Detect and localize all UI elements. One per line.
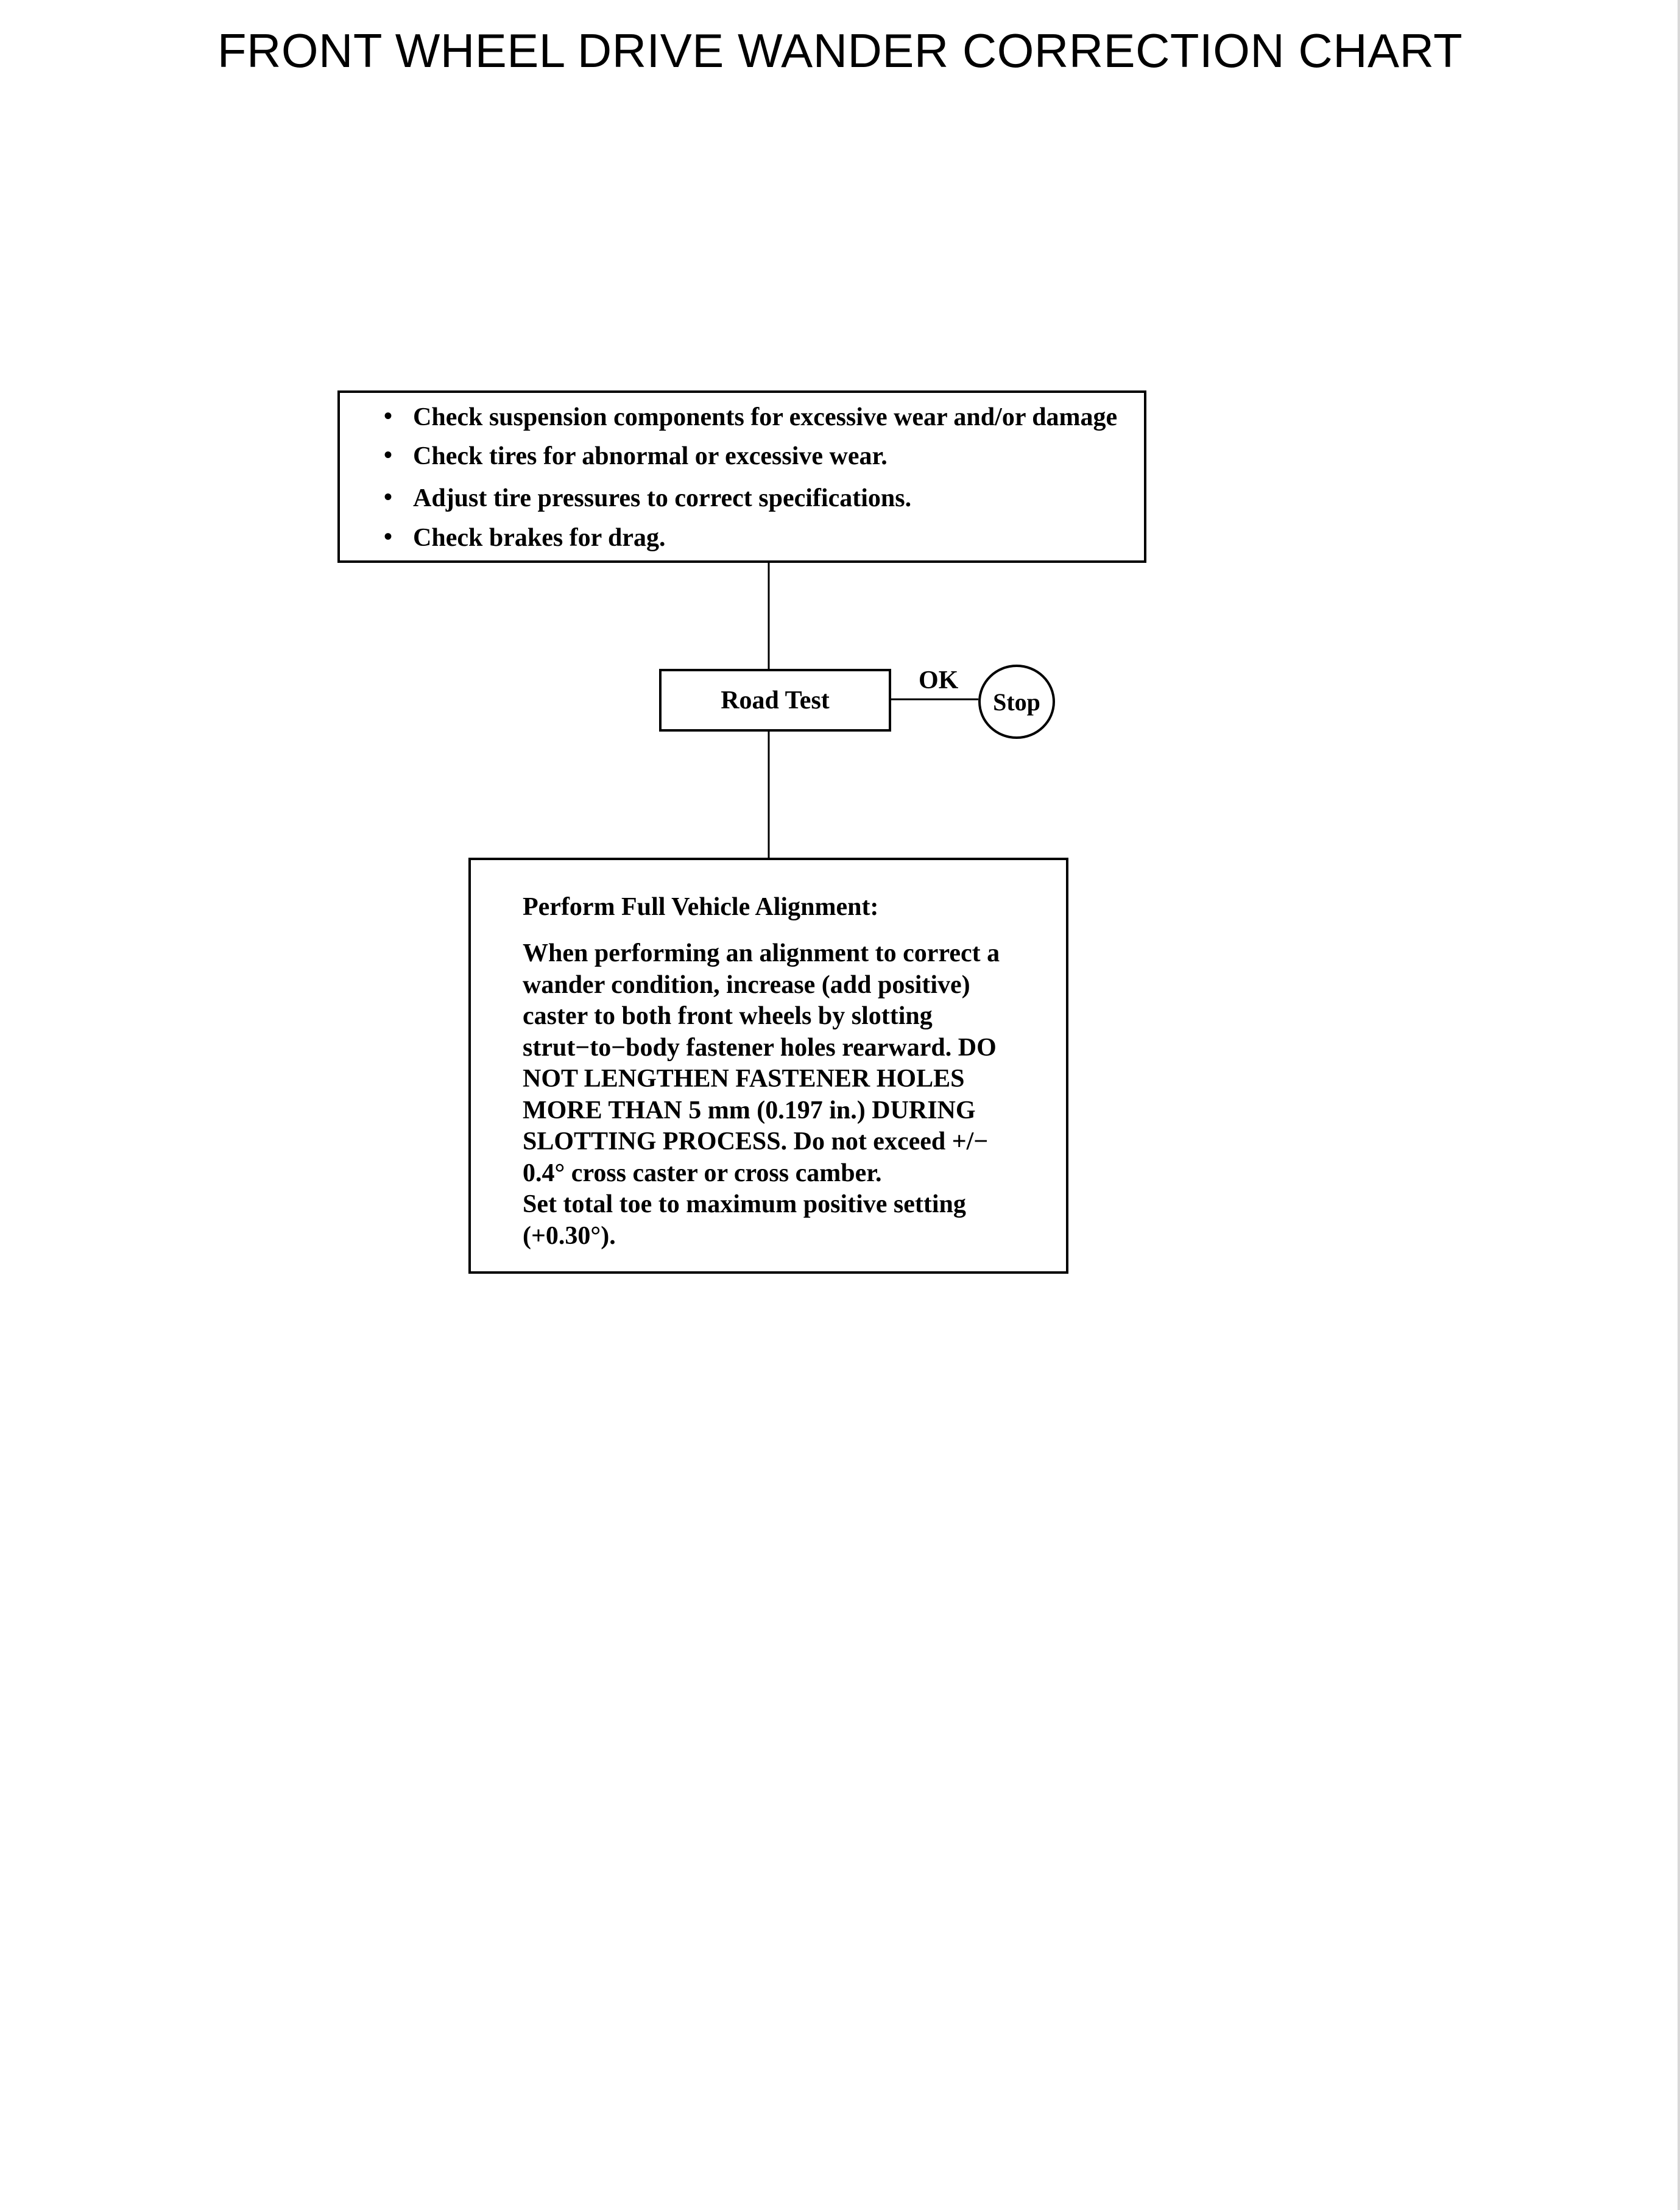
instruction-line: MORE THAN 5 mm (0.197 in.) DURING [523,1096,976,1124]
inspection-checks-box [337,390,1146,563]
bullet-glyph: • [384,483,393,510]
instruction-line: wander condition, increase (add positive) [523,970,970,999]
road-test-box [659,669,891,732]
alignment-procedure-box [468,858,1068,1274]
check-item [384,483,912,514]
alignment-instructions [523,938,1059,1252]
check-item [384,402,1118,432]
stop-label: Stop [993,688,1040,716]
instruction-line: strut−to−body fastener holes rearward. DO [523,1033,997,1062]
check-item [384,523,666,553]
ok-label: OK [919,666,959,694]
check-item-text: Check tires for abnormal or excessive wear. [413,442,888,470]
check-item [384,441,888,471]
bullet-glyph: • [384,402,393,429]
instruction-line: When performing an alignment to correct a [523,939,1000,967]
instruction-line: NOT LENGTHEN FASTENER HOLES [523,1065,965,1093]
instruction-line: (+0.30°). [523,1221,616,1250]
bullet-glyph: • [384,523,393,550]
alignment-heading: Perform Full Vehicle Alignment: [523,893,879,921]
instruction-line: 0.4° cross caster or cross camber. [523,1159,882,1187]
stop-terminal [978,665,1055,739]
page-edge [1678,0,1680,2210]
chart-title: FRONT WHEEL DRIVE WANDER CORRECTION CHART [217,24,1463,77]
instruction-line: caster to both front wheels by slotting [523,1002,933,1030]
check-item-text: Check suspension components for excessive wear and/or damage [413,403,1118,431]
instruction-line: SLOTTING PROCESS. Do not exceed +/− [523,1128,989,1156]
instruction-line: Set total toe to maximum positive setting [523,1190,966,1218]
bullet-glyph: • [384,441,393,468]
check-item-text: Check brakes for drag. [413,524,666,552]
road-test-label: Road Test [721,686,830,715]
check-item-text: Adjust tire pressures to correct specifications. [413,484,912,512]
